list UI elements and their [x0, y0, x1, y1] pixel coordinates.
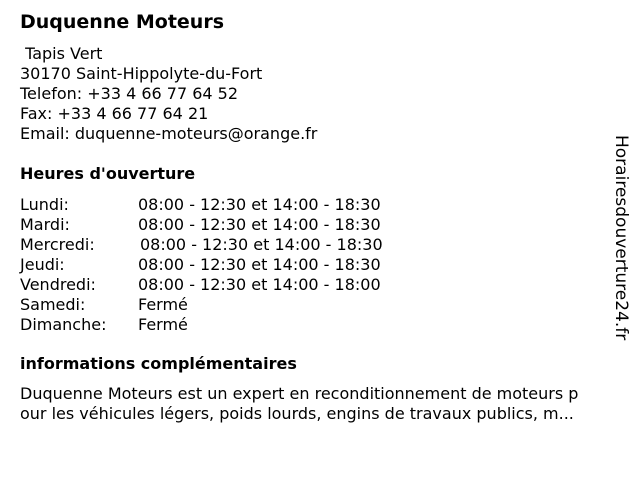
opening-hours-heading: Heures d'ouverture: [20, 164, 196, 183]
time-value: 08:00 - 12:30 et 14:00 - 18:30: [138, 255, 381, 274]
watermark-text: Horairesdouverture24.fr: [611, 135, 631, 341]
time-value: 08:00 - 12:30 et 14:00 - 18:30: [140, 235, 383, 254]
day-label: Jeudi:: [20, 255, 65, 274]
hours-row-monday: [20, 195, 383, 215]
hours-row-thursday: [20, 255, 383, 275]
time-value: 08:00 - 12:30 et 14:00 - 18:30: [138, 195, 381, 214]
fax-number: Fax: +33 4 66 77 64 21: [20, 104, 209, 123]
contact-block: [20, 44, 317, 144]
hours-row-sunday: [20, 315, 383, 335]
additional-info-text: [20, 384, 630, 424]
time-value: Fermé: [138, 315, 188, 334]
email-address: Email: duquenne-moteurs@orange.fr: [20, 124, 318, 143]
time-value: 08:00 - 12:30 et 14:00 - 18:30: [138, 215, 381, 234]
time-value: 08:00 - 12:30 et 14:00 - 18:00: [138, 275, 381, 294]
day-label: Dimanche:: [20, 315, 107, 334]
additional-info-heading: informations complémentaires: [20, 354, 297, 373]
opening-hours-table: [20, 195, 383, 335]
day-label: Mercredi:: [20, 235, 95, 254]
info-line: our les véhicules légers, poids lourds, engins de travaux publics, m...: [20, 404, 574, 423]
info-line: Duquenne Moteurs est un expert en reconditionnement de moteurs p: [20, 384, 579, 403]
hours-row-saturday: [20, 295, 383, 315]
hours-row-tuesday: [20, 215, 383, 235]
address-city: 30170 Saint-Hippolyte-du-Fort: [20, 64, 263, 83]
hours-row-wednesday: [20, 235, 383, 255]
phone-number: Telefon: +33 4 66 77 64 52: [20, 84, 239, 103]
site-watermark: [606, 135, 636, 345]
address-street: Tapis Vert: [20, 44, 103, 63]
day-label: Samedi:: [20, 295, 86, 314]
day-label: Lundi:: [20, 195, 69, 214]
hours-row-friday: [20, 275, 383, 295]
business-name: Duquenne Moteurs: [20, 11, 224, 33]
day-label: Mardi:: [20, 215, 70, 234]
day-label: Vendredi:: [20, 275, 96, 294]
time-value: Fermé: [138, 295, 188, 314]
